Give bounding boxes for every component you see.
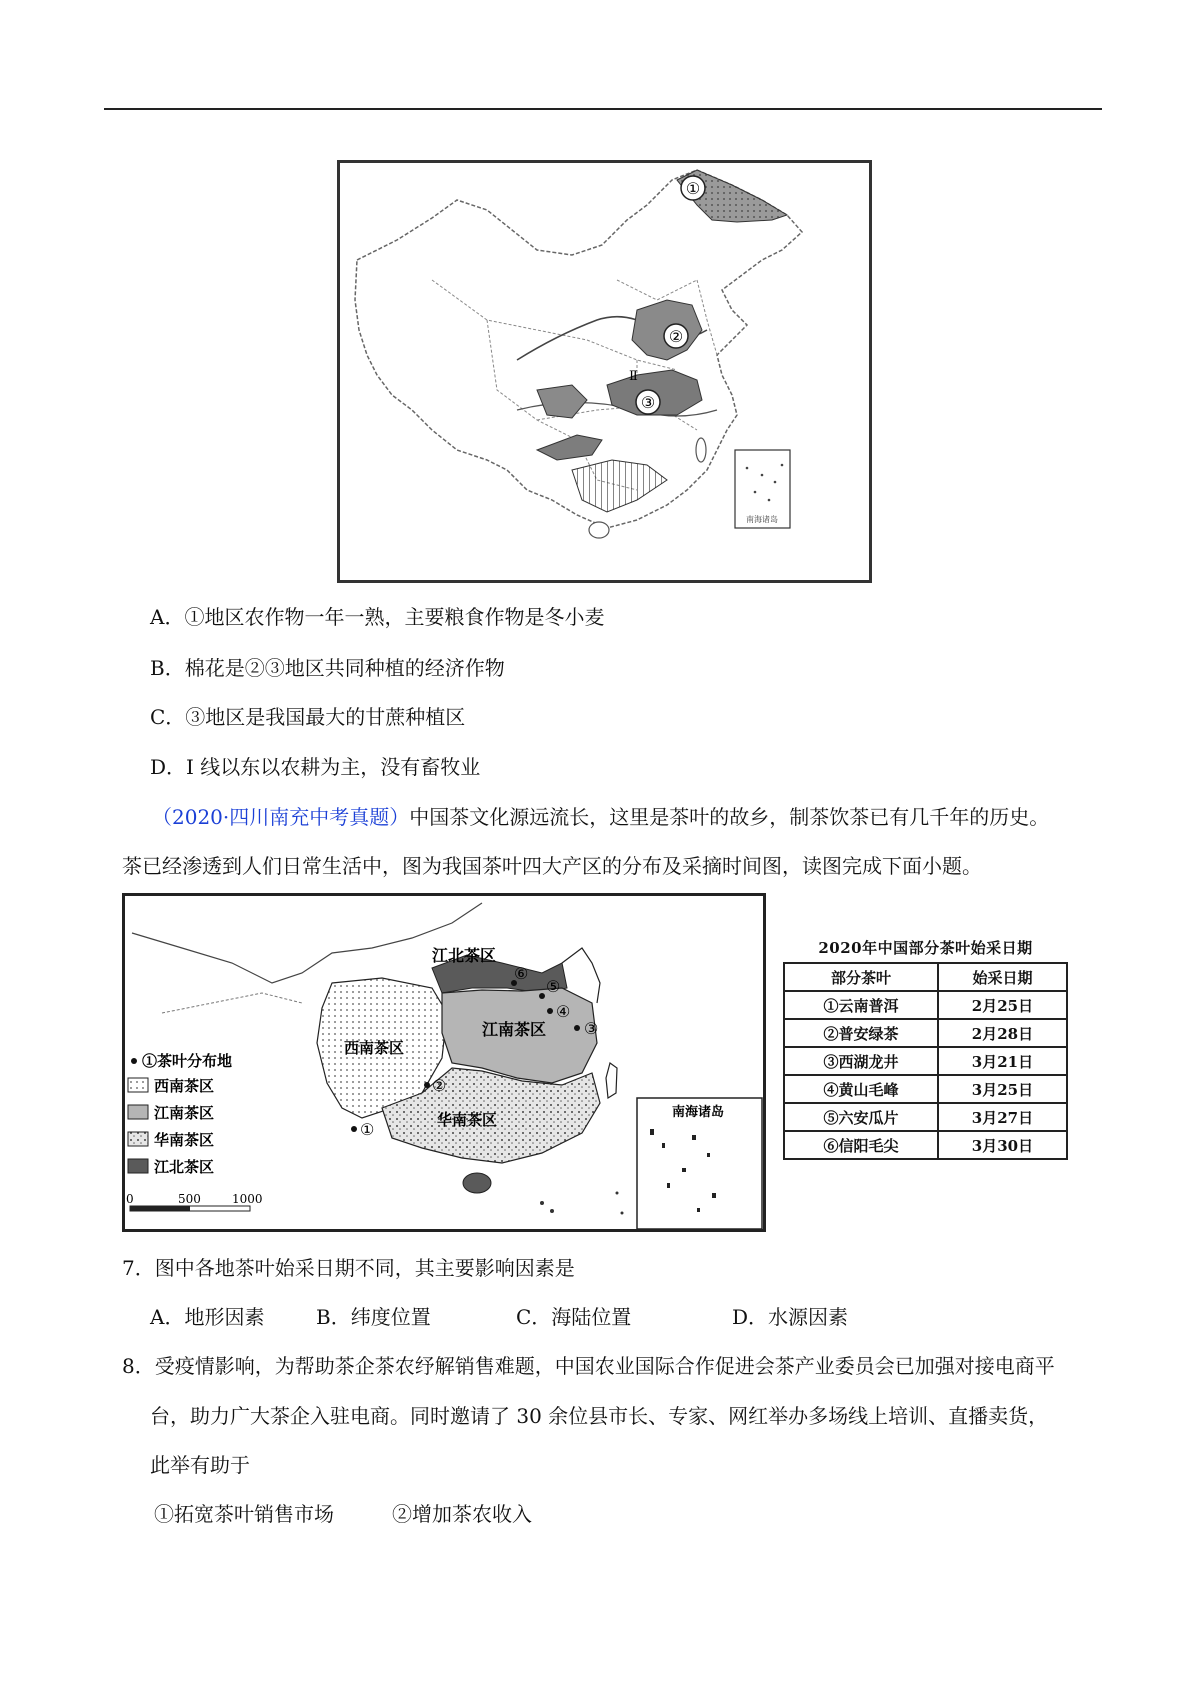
map1-marker-2: ② xyxy=(668,327,684,346)
table-row xyxy=(784,1047,1067,1075)
map1-inset-label: 南海诸岛 xyxy=(746,515,778,524)
tea-date: 2月28日 xyxy=(938,1019,1067,1047)
legend-site: ①茶叶分布地 xyxy=(142,1052,233,1070)
table-title: 2020年中国部分茶叶始采日期 xyxy=(818,939,1033,957)
tea-site-3: ③ xyxy=(584,1019,599,1038)
table-header-row xyxy=(784,963,1067,991)
legend-jiangnan: 江南茶区 xyxy=(154,1104,215,1122)
q7-stem: 7．图中各地茶叶始采日期不同，其主要影响因素是 xyxy=(122,1256,575,1280)
tea-date: 2月25日 xyxy=(938,991,1067,1019)
tea-regions-map xyxy=(122,893,766,1232)
q8-line-2: 台，助力广大茶企入驻电商。同时邀请了 30 余位县市长、专家、网红举办多场线上培训、直播卖货， xyxy=(150,1404,1049,1428)
q8-line-3: 此举有助于 xyxy=(150,1453,250,1477)
tea-date: 3月30日 xyxy=(938,1131,1067,1159)
scale-0: 0 xyxy=(126,1192,134,1206)
map1-marker-1: ① xyxy=(685,179,701,198)
intro-line-1 xyxy=(152,804,1049,830)
tea-name: ③西湖龙井 xyxy=(784,1047,938,1075)
tea-site-6: ⑥ xyxy=(514,964,529,983)
tea-date: 3月25日 xyxy=(938,1075,1067,1103)
q8-line-1: 8．受疫情影响，为帮助茶企茶农纾解销售难题，中国农业国际合作促进会茶产业委员会已加强对接电商平 xyxy=(122,1354,1055,1378)
tea-table xyxy=(783,962,1068,1160)
tea-date: 3月21日 xyxy=(938,1047,1067,1075)
tea-start-date-table xyxy=(783,937,1068,1160)
q8-option-2: ②增加茶农收入 xyxy=(392,1502,532,1526)
table-row xyxy=(784,991,1067,1019)
scale-500: 500 xyxy=(178,1192,201,1206)
tea-name: ⑤六安瓜片 xyxy=(784,1103,938,1131)
map1-line-label: Ⅱ xyxy=(629,369,638,384)
q7-option-a: A．地形因素 xyxy=(150,1305,265,1329)
legend-jiangbei: 江北茶区 xyxy=(154,1158,215,1176)
table-row xyxy=(784,1131,1067,1159)
q8-options xyxy=(154,1501,532,1527)
scale-1000: 1000 xyxy=(232,1192,263,1206)
intro-text-1: 中国茶文化源远流长，这里是茶叶的故乡，制茶饮茶已有几千年的历史。 xyxy=(409,805,1050,829)
tea-date: 3月27日 xyxy=(938,1103,1067,1131)
tea-name: ②普安绿茶 xyxy=(784,1019,938,1047)
table-row xyxy=(784,1075,1067,1103)
label-jiangbei: 江北茶区 xyxy=(432,946,497,965)
tea-site-5: ⑤ xyxy=(546,977,561,996)
q7-option-d: D．水源因素 xyxy=(732,1305,849,1329)
label-huanan: 华南茶区 xyxy=(437,1111,498,1129)
tea-site-4: ④ xyxy=(556,1002,571,1021)
tea-name: ①云南普洱 xyxy=(784,991,938,1019)
china-agriculture-map xyxy=(337,160,872,583)
source-tag: （2020·四川南充中考真题） xyxy=(152,805,410,829)
tea-name: ⑥信阳毛尖 xyxy=(784,1131,938,1159)
q7-options xyxy=(150,1304,848,1330)
header-date: 始采日期 xyxy=(938,963,1067,991)
tea-site-1: ① xyxy=(360,1120,375,1139)
table-row xyxy=(784,1103,1067,1131)
option-d: D．I 线以东以农耕为主，没有畜牧业 xyxy=(150,755,481,779)
label-southwest: 西南茶区 xyxy=(344,1039,405,1057)
legend-southwest: 西南茶区 xyxy=(154,1077,215,1095)
tea-site-2: ② xyxy=(432,1076,447,1095)
legend-huanan: 华南茶区 xyxy=(154,1131,215,1149)
q7-option-b: B．纬度位置 xyxy=(316,1305,431,1329)
option-c: C．③地区是我国最大的甘蔗种植区 xyxy=(150,705,466,729)
q7-option-c: C．海陆位置 xyxy=(516,1305,632,1329)
header-tea: 部分茶叶 xyxy=(784,963,938,991)
table-row xyxy=(784,1019,1067,1047)
option-a: A．①地区农作物一年一熟，主要粮食作物是冬小麦 xyxy=(150,605,605,629)
intro-line-2: 茶已经渗透到人们日常生活中，图为我国茶叶四大产区的分布及采摘时间图，读图完成下面小题。 xyxy=(122,854,982,878)
label-jiangnan: 江南茶区 xyxy=(482,1020,547,1039)
q8-option-1: ①拓宽茶叶销售市场 xyxy=(154,1502,334,1526)
tea-name: ④黄山毛峰 xyxy=(784,1075,938,1103)
map2-inset-label: 南海诸岛 xyxy=(671,1105,725,1120)
map1-marker-3: ③ xyxy=(640,393,656,412)
header-rule xyxy=(104,108,1102,110)
option-b: B．棉花是②③地区共同种植的经济作物 xyxy=(150,656,505,680)
